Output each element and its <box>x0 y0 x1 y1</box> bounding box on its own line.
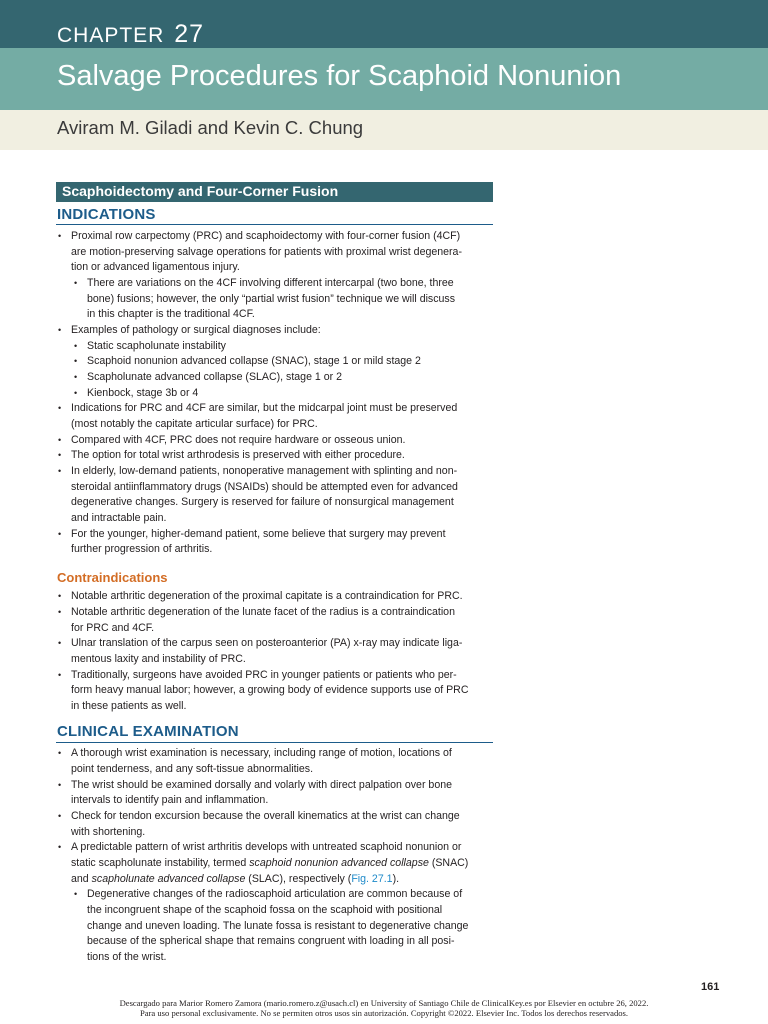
indications-line: bone) fusions; however, the only “partial wrist fusion” technique we will discuss <box>87 293 456 305</box>
clinical-line: The wrist should be examined dorsally and volarly with direct palpation over bone <box>71 779 452 791</box>
indications-line: Scapholunate advanced collapse (SLAC), stage 1 or 2 <box>87 371 343 383</box>
clinical-line: because of the spherical shape that remains congruent with loading in all posi- <box>87 935 455 947</box>
clinical-line: Check for tendon excursion because the overall kinematics at the wrist can change <box>71 810 460 822</box>
chapter-title: Salvage Procedures for Scaphoid Nonunion <box>57 60 622 92</box>
bullet: • <box>58 466 62 476</box>
contraindications-line: in these patients as well. <box>71 700 187 712</box>
section-title: Scaphoidectomy and Four-Corner Fusion <box>62 183 339 199</box>
indications-line: and intractable pain. <box>71 512 167 524</box>
clinical-line: A thorough wrist examination is necessary, including range of motion, locations of <box>71 747 452 759</box>
chapter-number: 27 <box>174 20 205 48</box>
indications-line: There are variations on the 4CF involving different intercarpal (two bone, three <box>87 277 454 289</box>
bullet: • <box>58 529 62 539</box>
indications-line: Scaphoid nonunion advanced collapse (SNAC), stage 1 or mild stage 2 <box>87 355 421 367</box>
indications-line: In elderly, low-demand patients, nonoperative management with splinting and non- <box>71 465 458 477</box>
sub-bullet: • <box>74 341 78 351</box>
indications-line: degenerative changes. Surgery is reserved for failure of nonsurgical management <box>71 496 454 508</box>
clinical-line: A predictable pattern of wrist arthritis develops with untreated scaphoid nonunion or <box>71 841 462 853</box>
contraindications-line: Notable arthritic degeneration of the proximal capitate is a contraindication for PRC. <box>71 590 463 602</box>
bullet: • <box>58 780 62 790</box>
clinical-line: and scapholunate advanced collapse (SLAC), respectively (Fig. 27.1). <box>71 873 400 885</box>
footer-line-1: Descargado para Marior Romero Zamora (mario.romero.z@usach.cl) en University of Santiago Chile de ClinicalKey.es por Elsevier en octubre 26, 2022. <box>119 998 649 1008</box>
indications-line: The option for total wrist arthrodesis is preserved with either procedure. <box>71 449 405 461</box>
bullet: • <box>58 811 62 821</box>
clinical-line: Degenerative changes of the radioscaphoid articulation are common because of <box>87 888 463 900</box>
indications-line: Kienbock, stage 3b or 4 <box>87 387 199 399</box>
sub-bullet: • <box>74 372 78 382</box>
indications-line: are motion-preserving salvage operations for patients with proximal wrist degenera- <box>71 246 462 258</box>
indications-rule <box>56 224 493 225</box>
bullet: • <box>58 403 62 413</box>
indications-line: Indications for PRC and 4CF are similar, but the midcarpal joint must be preserved <box>71 402 458 414</box>
contraindications-line: Notable arthritic degeneration of the lunate facet of the radius is a contraindication <box>71 606 455 618</box>
bullet: • <box>58 591 62 601</box>
indications-heading: INDICATIONS <box>57 206 156 223</box>
indications-line: (most notably the capitate articular surface) for PRC. <box>71 418 318 430</box>
indications-line: in this chapter is the traditional 4CF. <box>87 308 255 320</box>
clinical-line: with shortening. <box>71 826 146 838</box>
sub-bullet: • <box>74 356 78 366</box>
contraindications-line: Traditionally, surgeons have avoided PRC in younger patients or patients who per- <box>71 669 457 681</box>
chapter-label: CHAPTER 27 <box>57 20 205 48</box>
clinical-line: the incongruent shape of the scaphoid fossa on the scaphoid with positional <box>87 904 443 916</box>
bullet: • <box>58 607 62 617</box>
bullet: • <box>58 435 62 445</box>
slac-term: scapholunate advanced collapse <box>91 873 246 885</box>
contraindications-heading: Contraindications <box>57 570 168 585</box>
clinical-line: tions of the wrist. <box>87 951 167 963</box>
snac-term: scaphoid nonunion advanced collapse <box>249 857 429 869</box>
bullet: • <box>58 670 62 680</box>
bullet: • <box>58 450 62 460</box>
clinical-line: point tenderness, and any soft-tissue abnormalities. <box>71 763 314 775</box>
page-number: 161 <box>701 981 720 993</box>
indications-line: Static scapholunate instability <box>87 340 226 352</box>
clinical-rule <box>56 742 493 743</box>
contraindications-line: form heavy manual labor; however, a growing body of evidence supports use of PRC <box>71 684 469 696</box>
clinical-heading: CLINICAL EXAMINATION <box>57 723 239 740</box>
bullet: • <box>58 231 62 241</box>
figure-link[interactable]: Fig. 27.1 <box>351 873 393 885</box>
footer-line-2: Para uso personal exclusivamente. No se permiten otros usos sin autorización. Copyright ©2022. Elsevier Inc. Todos los derechos reservados. <box>139 1008 629 1018</box>
indications-line: Compared with 4CF, PRC does not require hardware or osseous union. <box>71 434 406 446</box>
sub-bullet: • <box>74 889 78 899</box>
authors: Aviram M. Giladi and Kevin C. Chung <box>57 117 364 138</box>
contraindications-line: Ulnar translation of the carpus seen on posteroanterior (PA) x-ray may indicate liga- <box>71 637 463 649</box>
contraindications-line: for PRC and 4CF. <box>71 622 155 634</box>
sub-bullet: • <box>74 388 78 398</box>
clinical-line: change and uneven loading. The lunate fossa is resistant to degenerative change <box>87 920 469 932</box>
bullet: • <box>58 638 62 648</box>
indications-line: tion or advanced ligamentous injury. <box>71 261 240 273</box>
clinical-line: intervals to identify pain and inflammation. <box>71 794 269 806</box>
sub-bullet: • <box>74 278 78 288</box>
indications-line: Examples of pathology or surgical diagnoses include: <box>71 324 321 336</box>
indications-line: further progression of arthritis. <box>71 543 213 555</box>
bullet: • <box>58 748 62 758</box>
indications-line: steroidal antiinflammatory drugs (NSAIDs) should be attempted even for advanced <box>71 481 458 493</box>
bullet: • <box>58 325 62 335</box>
indications-line: For the younger, higher-demand patient, some believe that surgery may prevent <box>71 528 446 540</box>
bullet: • <box>58 842 62 852</box>
clinical-line: static scapholunate instability, termed scaphoid nonunion advanced collapse (SNAC) <box>71 857 469 869</box>
indications-line: Proximal row carpectomy (PRC) and scaphoidectomy with four-corner fusion (4CF) <box>71 230 461 242</box>
contraindications-line: mentous laxity and instability of PRC. <box>71 653 246 665</box>
